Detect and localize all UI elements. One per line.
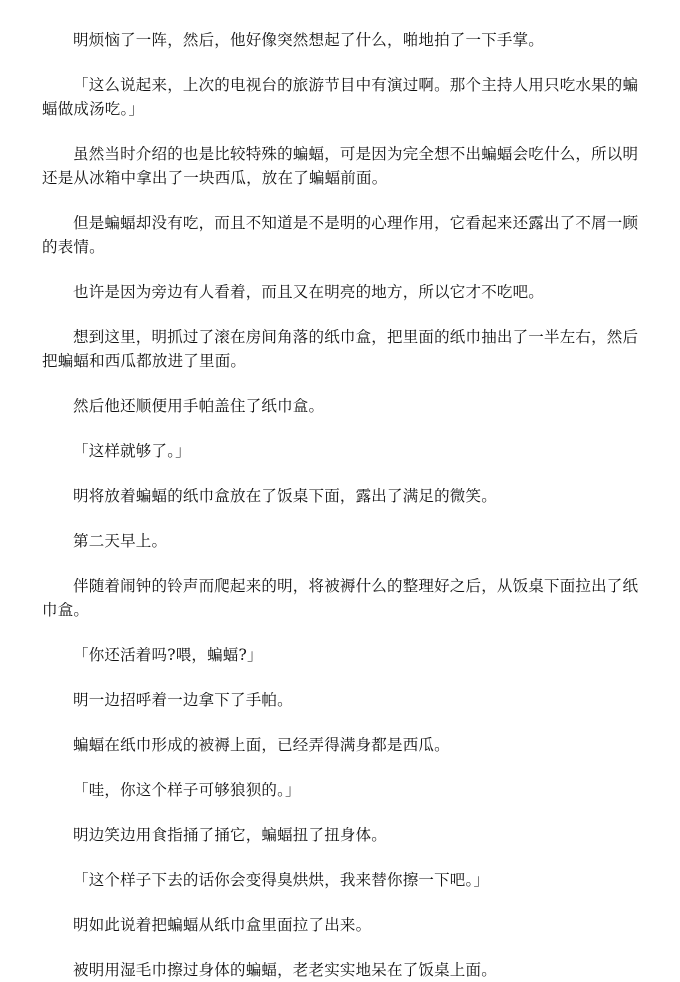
paragraph: 「你还活着吗?喂，蝙蝠?」 [73,646,263,664]
paragraph: 虽然当时介绍的也是比较特殊的蝙蝠，可是因为完全想不出蝙蝠会吃什么，所以明还是从冰箱中拿出了一块西瓜，放在了蝙蝠前面。 [42,145,639,187]
paragraph: 「这么说起来，上次的电视台的旅游节目中有演过啊。那个主持人用只吃水果的蝙蝠做成汤吃。」 [42,76,639,118]
paragraph: 明将放着蝙蝠的纸巾盒放在了饭桌下面，露出了满足的微笑。 [73,487,497,505]
paragraph: 想到这里，明抓过了滚在房间角落的纸巾盒，把里面的纸巾抽出了一半左右，然后把蝙蝠和西瓜都放进了里面。 [42,328,639,370]
paragraph: 伴随着闹钟的铃声而爬起来的明，将被褥什么的整理好之后，从饭桌下面拉出了纸巾盒。 [42,577,639,619]
paragraph: 然后他还顺便用手帕盖住了纸巾盒。 [73,397,325,415]
paragraph: 蝙蝠在纸巾形成的被褥上面，已经弄得满身都是西瓜。 [73,736,450,754]
paragraph: 明如此说着把蝙蝠从纸巾盒里面拉了出来。 [73,916,372,934]
paragraph: 「这个样子下去的话你会变得臭烘烘，我来替你擦一下吧。」 [73,871,490,889]
paragraph: 「哇，你这个样子可够狼狈的。」 [73,781,301,799]
paragraph: 明边笑边用食指捅了捅它，蝙蝠扭了扭身体。 [73,826,388,844]
paragraph: 但是蝙蝠却没有吃，而且不知道是不是明的心理作用，它看起来还露出了不屑一顾的表情。 [42,214,639,256]
paragraph: 也许是因为旁边有人看着，而且又在明亮的地方，所以它才不吃吧。 [73,283,545,301]
paragraph: 被明用湿毛巾擦过身体的蝙蝠，老老实实地呆在了饭桌上面。 [73,961,497,979]
paragraph: 第二天早上。 [73,532,168,550]
paragraph: 明烦恼了一阵，然后，他好像突然想起了什么，啪地拍了一下手掌。 [73,31,545,49]
paragraph: 「这样就够了。」 [73,442,191,460]
paragraph: 明一边招呼着一边拿下了手帕。 [73,691,293,709]
